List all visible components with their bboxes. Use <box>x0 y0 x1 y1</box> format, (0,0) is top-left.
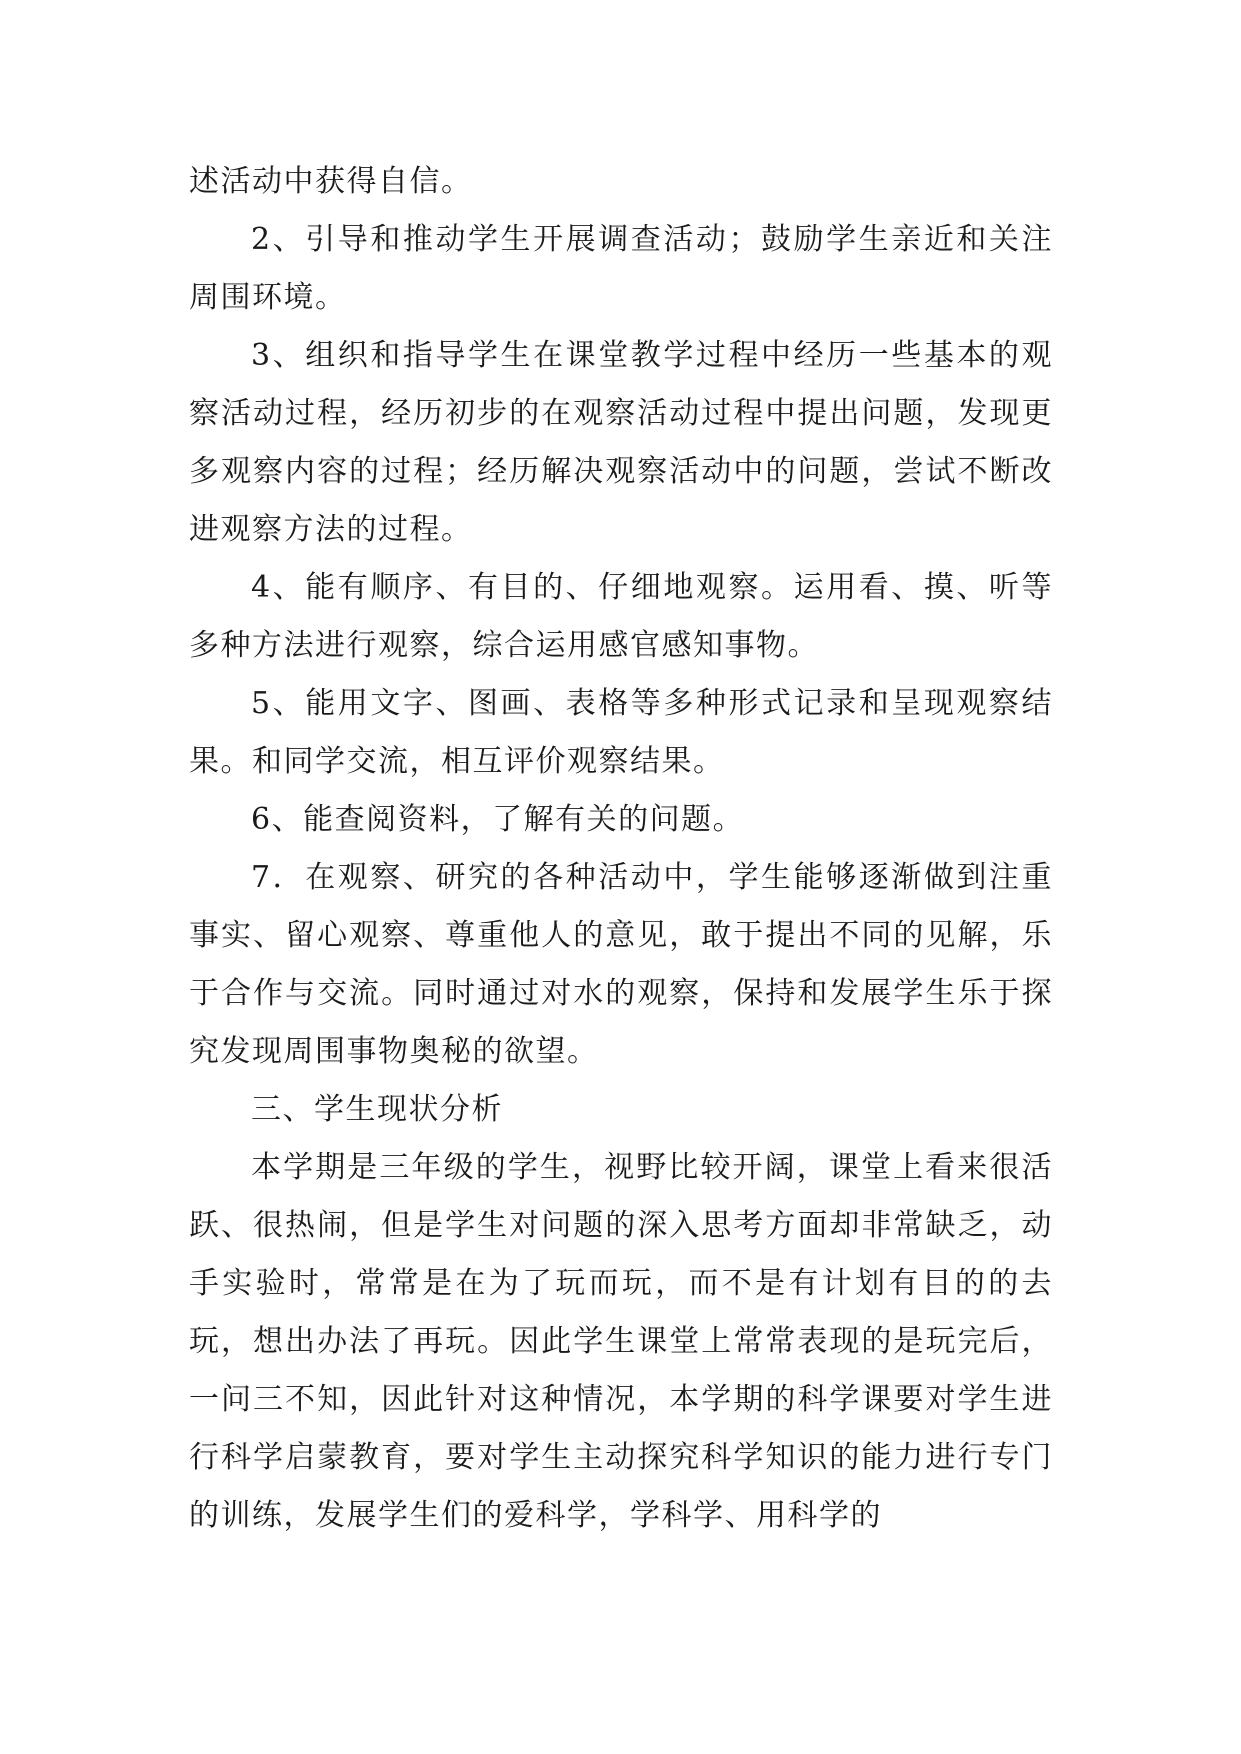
paragraph-item-4: 4、能有顺序、有目的、仔细地观察。运用看、摸、听等多种方法进行观察，综合运用感官感知事物。 <box>189 570 1053 663</box>
paragraph-item-7: 7．在观察、研究的各种活动中，学生能够逐渐做到注重事实、留心观察、尊重他人的意见，敢于提出不同的见解，乐于合作与交流。同时通过对水的观察，保持和发展学生乐于探究发现周围事物奥秘的欲望。 <box>189 860 1053 1069</box>
paragraph-item-5: 5、能用文字、图画、表格等多种形式记录和呈现观察结果。和同学交流，相互评价观察结果。 <box>189 686 1053 779</box>
document-body <box>189 153 1053 1545</box>
paragraph-item-2: 2、引导和推动学生开展调查活动；鼓励学生亲近和关注周围环境。 <box>189 222 1053 315</box>
paragraph-continuation: 述活动中获得自信。 <box>189 164 473 199</box>
paragraph-item-6: 6、能查阅资料，了解有关的问题。 <box>251 802 745 837</box>
paragraph-item-3: 3、组织和指导学生在课堂教学过程中经历一些基本的观察活动过程，经历初步的在观察活动过程中提出问题，发现更多观察内容的过程；经历解决观察活动中的问题，尝试不断改进观察方法的过程。 <box>189 338 1053 547</box>
paragraph-analysis: 本学期是三年级的学生，视野比较开阔，课堂上看来很活跃、很热闹，但是学生对问题的深入思考方面却非常缺乏，动手实验时，常常是在为了玩而玩，而不是有计划有目的的去玩，想出办法了再玩。因此学生课堂上常常表现的是玩完后，一问三不知，因此针对这种情况，本学期的科学课要对学生进行科学启蒙教育，要对学生主动探究科学知识的能力进行专门的训练，发展学生们的爱科学，学科学、用科学的 <box>189 1150 1053 1533</box>
section-heading: 三、学生现状分析 <box>251 1092 503 1127</box>
